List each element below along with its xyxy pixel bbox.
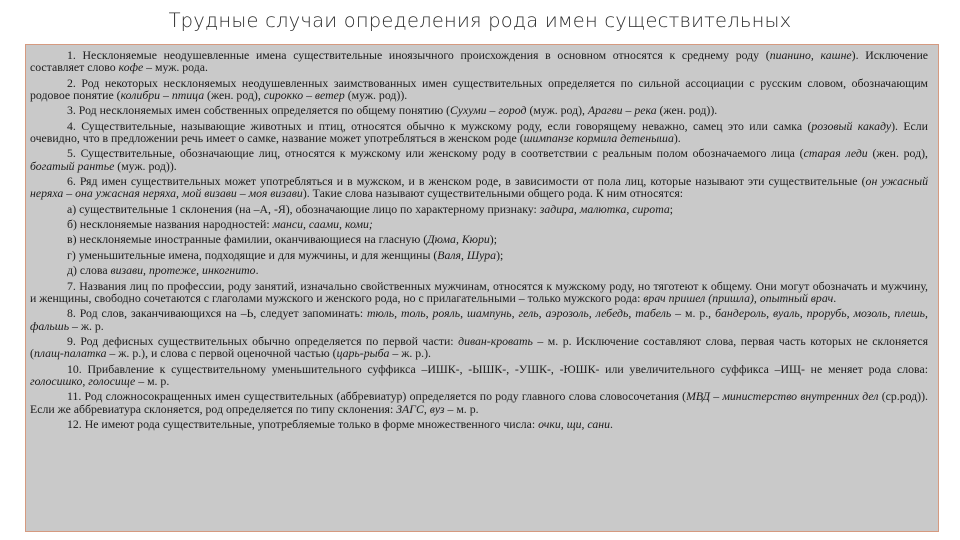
rule-6-text-a: 6. Ряд имен существительных может употребляться и в мужском, и в женском роде, в зависимости от пола лиц, которые называют эти существительные ( xyxy=(67,174,866,189)
rule-3-text-c: (муж. род), xyxy=(526,103,588,118)
rule-2-text-c: (жен. род), xyxy=(204,88,264,103)
rule-2-paragraph xyxy=(30,77,928,102)
rule-6a-text-a: а) существительные 1 склонения (на –А, -Я), обозначающие лицо по характерному признаку: xyxy=(67,201,540,216)
rule-4-paragraph xyxy=(30,120,928,145)
rule-6e-paragraph xyxy=(30,264,928,276)
rule-9-example-f: царь-рыба xyxy=(336,346,390,361)
rule-5-text-c: (жен. род), xyxy=(867,146,928,161)
rule-2-text-a: 2. Род некоторых несклоняемых неодушевленных заимствованных имен существительных определяется по сильной ассоциации с русским словом, обозначающим родовое понятие ( xyxy=(30,75,928,103)
rule-2-example-b: колибри – птица xyxy=(120,88,205,103)
rule-7-example-b: врач пришел (пришла), опытный врач xyxy=(643,290,834,305)
rule-3-text-a: 3. Род несклоняемых имен собственных определяется по общему понятию ( xyxy=(67,103,451,118)
rule-6e-text-a: д) слова xyxy=(67,263,111,278)
rule-2-example-d: сирокко – ветер xyxy=(263,88,345,103)
rule-12-text-c: . xyxy=(609,416,613,431)
rule-6d-example-b: Валя, Шура xyxy=(437,247,497,262)
rule-6-example-b: он ужасный неряха – она ужасная неряха, мой визави – моя визави xyxy=(30,174,928,201)
rule-6c-paragraph xyxy=(30,233,928,245)
rule-8-text-c: – м. р., xyxy=(671,306,716,321)
rule-3-example-d: Арагви – река xyxy=(587,103,657,118)
rule-9-example-d: плащ-палатка xyxy=(33,346,107,361)
rule-6d-paragraph xyxy=(30,249,928,261)
rule-8-example-d: бандероль, вуаль, прорубь, мозоль, плешь, фальшь xyxy=(30,306,928,333)
rule-6c-example-b: Дюма, Кюри xyxy=(427,232,490,247)
rule-3-text-e: (жен. род)). xyxy=(656,103,718,118)
rule-5-text-e: (муж. род)). xyxy=(114,158,177,173)
rule-5-text-a: 5. Существительные, обозначающие лиц, относятся к мужскому или женскому роду в соответствии с реальным полом обозначаемого лица ( xyxy=(67,146,804,161)
rule-11-text-c: (ср.род)). Если же аббревиатура склоняется, род определяется по типу склонения: xyxy=(30,389,928,416)
rule-6a-paragraph xyxy=(30,203,928,215)
rule-11-text-e: – м. р. xyxy=(444,401,479,416)
rule-10-text-c: – м. р. xyxy=(135,373,170,388)
rule-6a-text-c: ; xyxy=(669,201,674,216)
rule-7-text-a: 7. Названия лиц по профессии, роду занятий, изначально свойственных мужчинам, относятся к мужскому роду, но тяготеют к общему. Они могут обозначать и мужчину, и женщины, свободно сочетаются с глаголами мужского и женского рода, но с прилагательными – только мужского рода: xyxy=(30,278,928,305)
rule-11-text-a: 11. Род сложносокращенных имен существительных (аббревиатур) определяется по роду главного слова словосочетания ( xyxy=(67,389,687,404)
rule-10-example-b: голосишко, голосище xyxy=(30,373,136,388)
rule-8-text-e: – ж. р. xyxy=(69,318,104,333)
rule-6a-example-b: задира, малютка, сирота xyxy=(539,201,670,216)
rule-3-example-b: Сухуми – город xyxy=(450,103,527,118)
rule-1-paragraph xyxy=(30,49,928,74)
content-box xyxy=(25,44,939,532)
rule-10-text-a: 10. Прибавление к существительному уменьшительного суффикса –ИШК-, -ЫШК-, -УШК-, -ЮШК- или увеличительного суффикса –ИЩ- не меняет рода слова: xyxy=(67,361,928,376)
rule-1-example-a: пианино, кашне xyxy=(769,48,852,62)
rule-12-text-a: 12. Не имеют рода существительные, употребляемые только в форме множественного числа: xyxy=(67,416,539,431)
rule-11-example-d: ЗАГС, вуз xyxy=(396,401,445,416)
rule-7-text-c: . xyxy=(833,290,837,305)
rule-2-text-e: (муж. род)). xyxy=(344,88,408,103)
rule-6-text-c: ). Такие слова называют существительными общего рода. К ним относятся: xyxy=(302,186,684,201)
rule-4-text-e: ). xyxy=(673,131,681,146)
rule-3-paragraph xyxy=(30,104,928,116)
rule-8-text-a: 8. Род слов, заканчивающихся на –Ь, следует запоминать: xyxy=(67,306,368,321)
rule-1-text-e: – муж. рода. xyxy=(143,60,208,75)
rule-6d-text-c: ); xyxy=(496,247,504,262)
rule-6e-example-b: визави, протеже, инкогнито xyxy=(110,263,256,278)
rule-1-example-d: кофе xyxy=(118,60,144,75)
rule-9-text-c: – м. р. Исключение составляют слова, первая часть которых не склоняется ( xyxy=(30,333,928,361)
rule-6b-paragraph xyxy=(30,218,928,230)
rule-4-text-a: 4. Существительные, называющие животных и птиц, относятся обычно к мужскому роду, если говорящему неважно, самец это или самка ( xyxy=(67,118,812,133)
rule-4-example-d: шимпанзе кормила детеныша xyxy=(523,131,674,146)
rule-11-paragraph xyxy=(30,390,928,415)
rule-1-text-a: 1. Несклоняемые неодушевленные имена существительные иноязычного происхождения в основном относятся к среднему роду ( xyxy=(67,48,770,62)
rule-6e-text-c: . xyxy=(255,263,259,278)
rule-5-paragraph xyxy=(30,147,928,172)
rule-8-example-b: тюль, толь, рояль, шампунь, гель, аэрозоль, лебедь, табель xyxy=(367,306,672,321)
rule-10-paragraph xyxy=(30,363,928,388)
rule-9-text-g: – ж. р.). xyxy=(389,346,432,361)
rule-6d-text-a: г) уменьшительные имена, подходящие и для мужчины, и для женщины ( xyxy=(67,247,438,262)
rule-1-text-c: ). Исключение составляет слово xyxy=(30,48,928,75)
rule-6c-text-a: в) несклоняемые иностранные фамилии, оканчивающиеся на гласную ( xyxy=(67,232,428,247)
rule-5-example-d: богатый рантье xyxy=(30,158,115,173)
rule-9-text-e: – ж. р.), и слова с первой оценочной частью ( xyxy=(106,346,337,361)
rule-4-text-c: ). Если очевидно, что в предложении речь имеет о самке, название может употребляться в женском роде ( xyxy=(30,118,928,146)
slide-title: Трудные случаи определения рода имен существительных xyxy=(168,9,792,32)
rule-5-example-b: старая леди xyxy=(803,146,868,161)
rule-7-paragraph xyxy=(30,280,928,305)
rule-9-paragraph xyxy=(30,335,928,360)
rule-9-example-b: диван-кровать xyxy=(458,333,533,348)
rule-6-paragraph xyxy=(30,175,928,200)
rule-4-example-b: розовый какаду xyxy=(811,118,892,133)
rule-8-paragraph xyxy=(30,307,928,332)
rule-11-example-b: МВД – министерство внутренних дел xyxy=(686,389,879,404)
rule-6b-text-a: б) несклоняемые названия народностей: xyxy=(67,217,273,232)
rule-9-text-a: 9. Род дефисных существительных обычно определяется по первой части: xyxy=(67,333,459,348)
rule-6c-text-c: ); xyxy=(489,232,498,247)
rule-6b-example-b: манси, саами, коми; xyxy=(272,217,373,232)
rule-12-paragraph xyxy=(30,418,928,430)
rule-12-example-b: очки, щи, сани xyxy=(538,416,610,431)
